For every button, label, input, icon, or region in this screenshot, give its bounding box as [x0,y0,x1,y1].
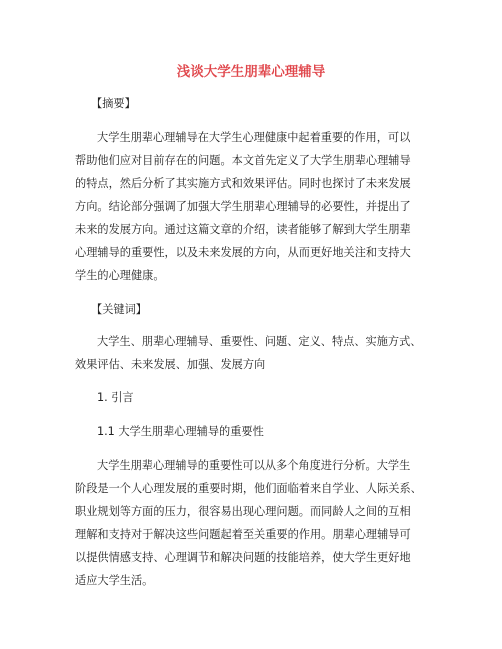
keywords-line: 效果评估、未来发展、加强、发展方向 [75,358,266,371]
section-1-heading: 1. 引言 [97,391,134,404]
section-1-1-line: 大学生朋辈心理辅导的重要性可以从多个角度进行分析。大学生 [97,459,411,472]
section-1-1-line: 阶段是一个人心理发展的重要时期，他们面临着来自学业、人际关系、 [75,482,422,495]
abstract-line: 学生的心理健康。 [75,269,165,282]
section-1-1-line: 以提供情感支持、心理调节和解决问题的技能培养，使大学生更好地 [75,551,411,564]
section-1-1-line: 职业规划等方面的压力，很容易出现心理问题。而同龄人之间的互相 [75,505,411,518]
abstract-line: 大学生朋辈心理辅导在大学生心理健康中起着重要的作用，可以 [97,131,411,144]
section-1-1-heading: 1.1 大学生朋辈心理辅导的重要性 [97,425,264,438]
keywords-line: 大学生、朋辈心理辅导、重要性、问题、定义、特点、实施方式、 [97,335,422,348]
abstract-line: 的特点，然后分析了其实施方式和效果评估。同时也探讨了未来发展 [75,177,411,190]
section-1-1-line: 理解和支持对于解决这些问题起着至关重要的作用。朋辈心理辅导可 [75,528,411,541]
abstract-heading: 【摘要】 [91,97,136,110]
abstract-line: 方向。结论部分强调了加强大学生朋辈心理辅导的必要性，并提出了 [75,200,411,213]
abstract-line: 帮助他们应对目前存在的问题。本文首先定义了大学生朋辈心理辅导 [75,154,411,167]
document-title: 浅谈大学生朋辈心理辅导 [176,64,326,80]
section-1-1-line: 适应大学生活。 [75,574,154,587]
abstract-line: 心理辅导的重要性，以及未来发展的方向，从而更好地关注和支持大 [75,246,411,259]
abstract-line: 未来的发展方向。通过这篇文章的介绍，读者能够了解到大学生朋辈 [75,223,411,236]
keywords-heading: 【关键词】 [91,303,147,316]
